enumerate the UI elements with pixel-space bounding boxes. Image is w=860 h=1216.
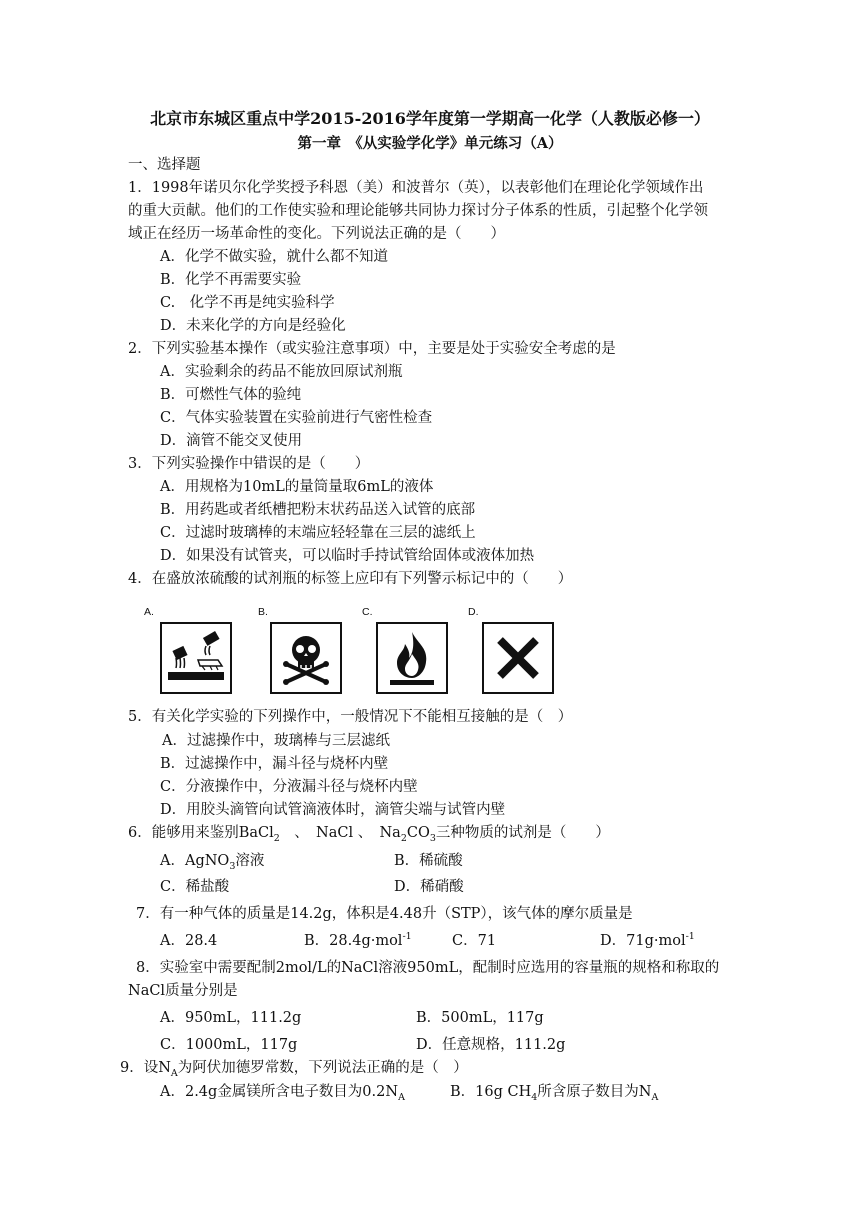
q2-option-c: C．气体实验装置在实验前进行气密性检查 <box>160 410 433 426</box>
q7-stem: 7．有一种气体的质量是14.2g，体积是4.48升（STP），该气体的摩尔质量是 <box>136 906 633 922</box>
q7-option-a: A．28.4 <box>160 933 218 949</box>
q5-stem: 5．有关化学实验的下列操作中，一般情况下不能相互接触的是（ ） <box>128 709 573 725</box>
chapter-subtitle: 第一章 《从实验学化学》单元练习（A） <box>297 135 563 152</box>
q6-option-b: B．稀硫酸 <box>394 853 463 869</box>
sign-a-label: A. <box>144 606 154 618</box>
q7-option-d: D．71g·mol$^{-1}$ <box>600 931 695 949</box>
q2-option-b: B．可燃性气体的验纯 <box>160 387 302 403</box>
q3-stem: 3．下列实验操作中错误的是（ ） <box>128 456 370 472</box>
section-heading: 一、选择题 <box>128 157 201 173</box>
q5-option-b: B．过滤操作中，漏斗径与烧杯内壁 <box>160 756 389 772</box>
corrosive-sign-icon <box>160 622 232 694</box>
sign-c-label: C. <box>362 606 373 618</box>
q1-stem-line1: 1．1998年诺贝尔化学奖授予科恩（美）和波普尔（英），以表彰他们在理论化学领域作出 <box>128 180 704 196</box>
toxic-skull-sign-icon <box>270 622 342 694</box>
q2-stem: 2．下列实验基本操作（或实验注意事项）中，主要是处于实验安全考虑的是 <box>128 341 616 357</box>
q9-stem: 9．设$N_A$为阿伏加德罗常数，下列说法正确的是（ ） <box>120 1060 468 1079</box>
flammable-sign-icon <box>376 622 448 694</box>
q1-option-d: D．未来化学的方向是经验化 <box>160 318 346 334</box>
q2-option-d: D．滴管不能交叉使用 <box>160 433 303 449</box>
q3-option-b: B．用药匙或者纸槽把粉末状药品送入试管的底部 <box>160 502 476 518</box>
q1-stem-line2: 的重大贡献。他们的工作使实验和理论能够共同协力探讨分子体系的性质，引起整个化学领 <box>128 203 708 219</box>
page-title: 北京市东城区重点中学2015-2016学年度第一学期高一化学（人教版必修一） <box>150 109 710 128</box>
q9-option-b: B．16g $CH_4$所含原子数目为$N_A$ <box>450 1084 659 1103</box>
q8-option-d: D．任意规格，111.2g <box>416 1037 566 1053</box>
q1-stem-line3: 域正在经历一场革命性的变化。下列说法正确的是（ ） <box>128 226 505 242</box>
q2-option-a: A．实验剩余的药品不能放回原试剂瓶 <box>160 364 403 380</box>
q3-option-d: D．如果没有试管夹，可以临时手持试管给固体或液体加热 <box>160 548 535 564</box>
q8-stem-line2: NaCl质量分别是 <box>128 983 238 999</box>
sign-b-label: B. <box>258 606 268 618</box>
q3-option-a: A．用规格为10mL的量筒量取6mL的液体 <box>160 479 434 495</box>
q6-stem: 6．能够用来鉴别BaCl$_2$ 、 NaCl 、 $Na_2CO_3$三种物质的试剂是（ ） <box>128 825 610 844</box>
q8-option-c: C．1000mL，117g <box>160 1037 298 1053</box>
q4-stem: 4．在盛放浓硫酸的试剂瓶的标签上应印有下列警示标记中的（ ） <box>128 571 573 587</box>
q6-option-a: A．AgNO$_3$溶液 <box>160 853 265 872</box>
q7-option-b: B．28.4g·mol$^{-1}$ <box>304 931 412 949</box>
q5-option-c: C．分液操作中，分液漏斗径与烧杯内壁 <box>160 779 418 795</box>
q5-option-a: A．过滤操作中，玻璃棒与三层滤纸 <box>162 733 390 749</box>
q6-option-d: D．稀硝酸 <box>394 879 464 895</box>
q9-option-a: A．2.4g金属镁所含电子数目为$0.2N_A$ <box>160 1084 405 1103</box>
q1-option-c: C. 化学不再是纯实验科学 <box>160 295 335 311</box>
q6-option-c: C．稀盐酸 <box>160 879 230 895</box>
q5-option-d: D．用胶头滴管向试管滴液体时，滴管尖端与试管内壁 <box>160 802 506 818</box>
warning-signs-row <box>130 606 570 696</box>
q8-stem-line1: 8．实验室中需要配制2mol/L的NaCl溶液950mL，配制时应选用的容量瓶的规格和称取的 <box>136 960 720 976</box>
sign-d-label: D. <box>468 606 479 618</box>
q1-option-a: A．化学不做实验，就什么都不知道 <box>160 249 388 265</box>
q7-option-c: C．71 <box>452 933 497 949</box>
q8-option-b: B．500mL，117g <box>416 1010 544 1026</box>
q8-option-a: A．950mL，111.2g <box>160 1010 302 1026</box>
harmful-x-sign-icon <box>482 622 554 694</box>
q3-option-c: C．过滤时玻璃棒的末端应轻轻靠在三层的滤纸上 <box>160 525 476 541</box>
q1-option-b: B．化学不再需要实验 <box>160 272 302 288</box>
